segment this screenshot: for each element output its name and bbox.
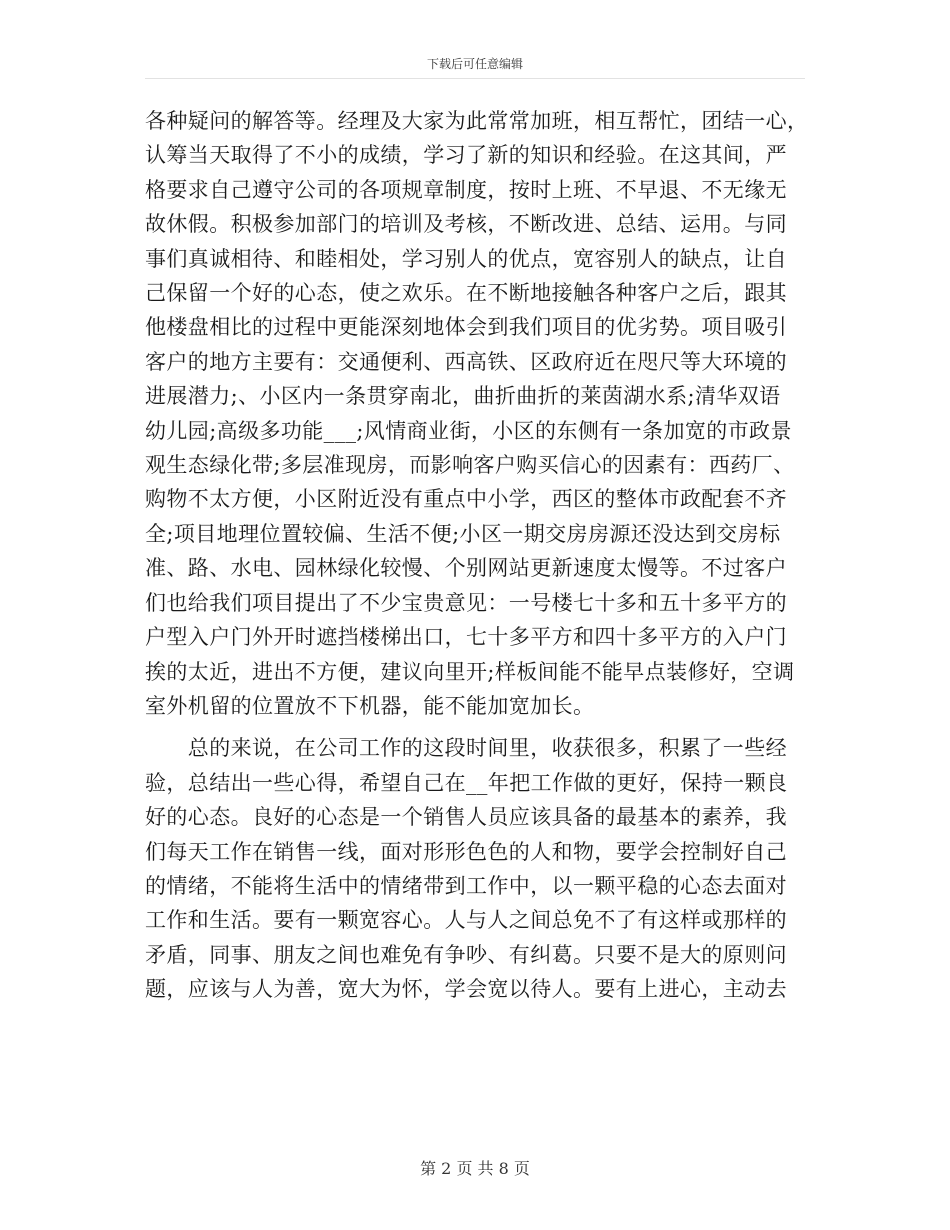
text-line: 己保留一个好的心态，使之欢乐。在不断地接触各种客户之后，跟其: [145, 281, 787, 306]
text-line: 他楼盘相比的过程中更能深刻地体会到我们项目的优劣势。项目吸引: [145, 315, 787, 340]
header-divider: [145, 78, 805, 79]
text-line: 好的心态。良好的心态是一个销售人员应该具备的最基本的素养，我: [145, 805, 787, 830]
text-line: 题，应该与人为善，宽大为怀，学会宽以待人。要有上进心，主动去: [145, 977, 787, 1002]
paragraph-2: [145, 731, 805, 1006]
text-line: 购物不太方便，小区附近没有重点中小学，西区的整体市政配套不齐: [145, 487, 787, 512]
page-header: 下载后可任意编辑: [426, 57, 523, 71]
text-line: 们也给我们项目提出了不少宝贵意见：一号楼七十多和五十多平方的: [145, 590, 787, 615]
text-line: 故休假。积极参加部门的培训及考核，不断改进、总结、运用。与同: [145, 212, 787, 237]
text-line: 各种疑问的解答等。经理及大家为此常常加班，相互帮忙，团结一心，: [145, 109, 809, 133]
text-line: 总的来说，在公司工作的这段时间里，收获很多，积累了一些经: [145, 736, 787, 761]
text-line: 事们真诚相待、和睦相处，学习别人的优点，宽容别人的缺点，让自: [145, 246, 787, 271]
text-line: 验，总结出一些心得，希望自己在__年把工作做的更好，保持一颗良: [145, 770, 788, 795]
text-line: 观生态绿化带;多层准现房，而影响客户购买信心的因素有：西药厂、: [145, 453, 795, 478]
text-line: 进展潜力;、小区内一条贯穿南北，曲折曲折的莱茵湖水系;清华双语: [145, 384, 781, 409]
paragraph-spacer: [145, 723, 805, 731]
text-line: 户型入户门外开时遮挡楼梯出口，七十多平方和四十多平方的入户门: [145, 625, 787, 650]
text-line: 们每天工作在销售一线，面对形形色色的人和物，要学会控制好自己: [145, 839, 787, 864]
text-line: 格要求自己遵守公司的各项规章制度，按时上班、不早退、不无缘无: [145, 177, 787, 202]
text-line: 的情绪，不能将生活中的情绪带到工作中，以一颗平稳的心态去面对: [145, 873, 787, 898]
text-line: 客户的地方主要有：交通便利、西高铁、区政府近在咫尺等大环境的: [145, 349, 787, 374]
text-line: 认筹当天取得了不小的成绩，学习了新的知识和经验。在这其间，严: [145, 143, 787, 168]
paragraph-1: [145, 104, 809, 723]
text-line: 挨的太近，进出不方便，建议向里开;样板间能不能早点装修好，空调: [145, 659, 795, 684]
text-line: 室外机留的位置放不下机器，能不能加宽加长。: [145, 693, 595, 718]
text-line: 幼儿园;高级多功能___;风情商业街，小区的东侧有一条加宽的市政景: [145, 418, 792, 443]
text-line: 准、路、水电、园林绿化较慢、个别网站更新速度太慢等。不过客户: [145, 556, 787, 581]
document-body: [145, 104, 809, 1007]
text-line: 工作和生活。要有一颗宽容心。人与人之间总免不了有这样或那样的: [145, 908, 787, 933]
page-number-footer: 第 2 页 共 8 页: [420, 1159, 530, 1178]
text-line: 全;项目地理位置较偏、生活不便;小区一期交房房源还没达到交房标: [145, 521, 781, 546]
text-line: 矛盾，同事、朋友之间也难免有争吵、有纠葛。只要不是大的原则问: [145, 942, 787, 967]
